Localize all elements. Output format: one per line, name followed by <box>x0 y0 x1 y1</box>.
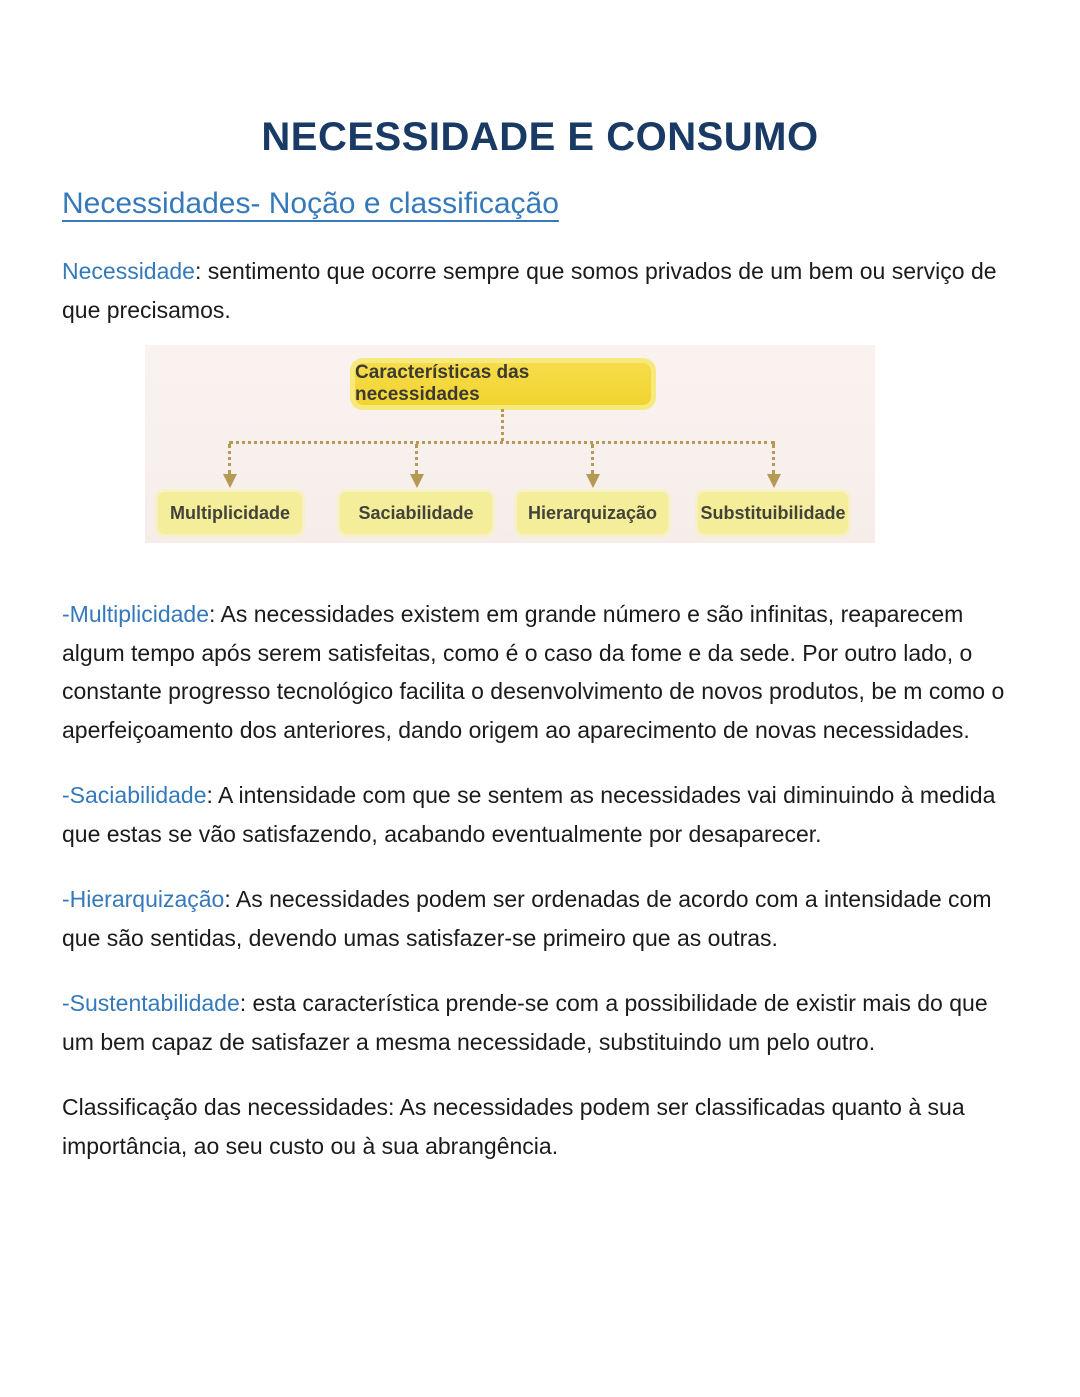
paragraph-text: : A intensidade com que se sentem as necessidades vai diminuindo à medida que estas se vão satisfazendo, acabando eventualmente por desaparecer. <box>62 782 996 847</box>
characteristics-diagram <box>145 345 875 543</box>
connector-line <box>501 409 504 441</box>
diagram-box-saciabilidade: Saciabilidade <box>340 492 492 534</box>
term-hierarquizacao: -Hierarquização <box>62 886 225 912</box>
arrow-down-icon <box>767 474 781 488</box>
intro-text: : sentimento que ocorre sempre que somos privados de um bem ou serviço de que precisamos. <box>62 258 997 323</box>
page-title: NECESSIDADE E CONSUMO <box>261 115 819 159</box>
connector-line <box>772 444 775 474</box>
closing-paragraph: Classificação das necessidades: As necessidades podem ser classificadas quanto à sua importância, ao seu custo ou à sua abrangência. <box>62 1094 965 1159</box>
arrow-down-icon <box>410 474 424 488</box>
connector-line <box>228 444 231 474</box>
term-saciabilidade: -Saciabilidade <box>62 782 207 808</box>
paragraph-text: : As necessidades podem ser ordenadas de acordo com a intensidade com que são sentidas, devendo umas satisfazer-se primeiro que as outras. <box>62 886 992 951</box>
paragraph-hierarquizacao <box>62 880 1018 957</box>
intro-paragraph <box>62 252 1018 329</box>
term-necessidade: Necessidade <box>62 258 195 284</box>
paragraph-sustentabilidade <box>62 984 1018 1061</box>
diagram-root-box: Características das necessidades <box>355 363 651 405</box>
term-multiplicidade: -Multiplicidade <box>62 601 210 627</box>
connector-line <box>415 444 418 474</box>
paragraph-multiplicidade <box>62 595 1018 749</box>
diagram-box-multiplicidade: Multiplicidade <box>158 492 302 534</box>
diagram-box-substituibilidade: Substituibilidade <box>698 492 848 534</box>
paragraph-saciabilidade <box>62 776 1018 853</box>
arrow-down-icon <box>223 474 237 488</box>
section-heading: Necessidades- Noção e classificação <box>62 187 559 220</box>
connector-line <box>591 444 594 474</box>
arrow-down-icon <box>586 474 600 488</box>
paragraph-text: : As necessidades existem em grande número e são infinitas, reaparecem algum tempo após serem satisfeitas, como é o caso da fome e da sede. Por outro lado, o constante progresso tecnológico facilita o desenvolvimento de novos produtos, be m como o aperfeiçoamento dos anteriores, dando origem ao aparecimento de novas necessidades. <box>62 601 1005 743</box>
connector-line <box>229 441 775 444</box>
diagram-box-hierarquizacao: Hierarquização <box>517 492 668 534</box>
term-sustentabilidade: -Sustentabilidade <box>62 990 240 1016</box>
paragraph-text: : esta característica prende-se com a possibilidade de existir mais do que um bem capaz de satisfazer a mesma necessidade, substituindo um pelo outro. <box>62 990 988 1055</box>
